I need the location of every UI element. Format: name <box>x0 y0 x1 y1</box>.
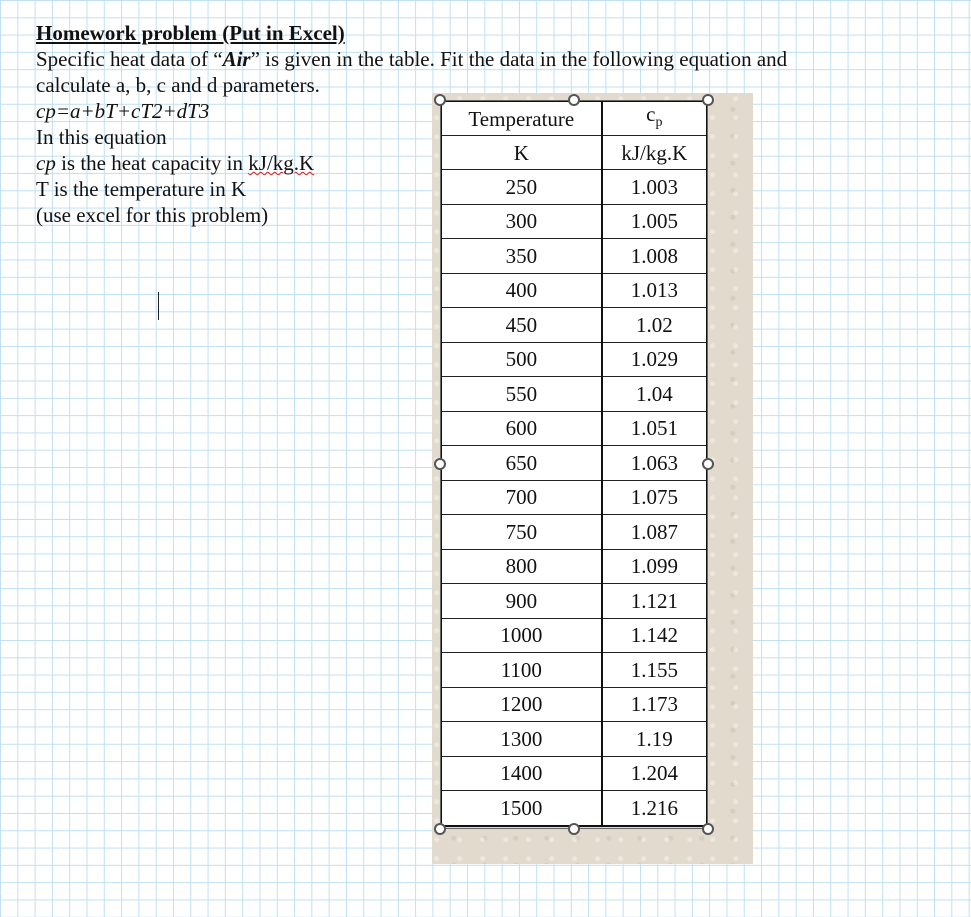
temperature-cell: 650 <box>441 446 602 481</box>
problem-title: Homework problem (Put in Excel) <box>36 21 345 45</box>
table-row <box>441 756 707 791</box>
resize-handle-bottom-middle[interactable] <box>568 823 580 835</box>
temperature-cell: 1400 <box>441 756 602 791</box>
table-row <box>441 342 707 377</box>
cp-cell: 1.013 <box>602 273 707 308</box>
table-row <box>441 653 707 688</box>
temperature-cell: 900 <box>441 584 602 619</box>
line5-mid: is the heat capacity in <box>55 151 249 175</box>
temperature-cell: 250 <box>441 170 602 205</box>
table-row <box>441 170 707 205</box>
cp-cell: 1.051 <box>602 411 707 446</box>
temperature-cell: 450 <box>441 308 602 343</box>
equation: cp=a+bT+cT2+dT3 <box>36 99 210 123</box>
cp-cell: 1.063 <box>602 446 707 481</box>
header-cp-sub: p <box>655 115 663 131</box>
temperature-cell: 800 <box>441 549 602 584</box>
table-row <box>441 204 707 239</box>
table-row <box>441 308 707 343</box>
table-row <box>441 480 707 515</box>
cp-cell: 1.003 <box>602 170 707 205</box>
resize-handle-top-right[interactable] <box>702 94 714 106</box>
unit-text: kJ/kg.K <box>248 151 315 175</box>
header-cp-main: c <box>646 101 656 126</box>
cp-cell: 1.008 <box>602 239 707 274</box>
line1-post: ” is given in the table. Fit the data in the following equation and <box>250 47 788 71</box>
table-row <box>441 377 707 412</box>
temperature-cell: 1100 <box>441 653 602 688</box>
cp-cell: 1.216 <box>602 791 707 826</box>
problem-line-2: calculate a, b, c and d parameters. <box>36 73 320 97</box>
problem-line-7: (use excel for this problem) <box>36 203 269 227</box>
temperature-cell: 500 <box>441 342 602 377</box>
table-row <box>441 549 707 584</box>
table-header-row-1 <box>441 101 707 136</box>
specific-heat-table[interactable] <box>440 100 708 827</box>
cp-cell: 1.155 <box>602 653 707 688</box>
temperature-cell: 1200 <box>441 687 602 722</box>
cp-cell: 1.121 <box>602 584 707 619</box>
cp-cell: 1.142 <box>602 618 707 653</box>
resize-handle-bottom-right[interactable] <box>702 823 714 835</box>
table-row <box>441 411 707 446</box>
temperature-cell: 1000 <box>441 618 602 653</box>
resize-handle-top-left[interactable] <box>434 94 446 106</box>
resize-handle-bottom-left[interactable] <box>434 823 446 835</box>
header-temperature: Temperature <box>441 101 602 136</box>
problem-line-1 <box>36 46 936 72</box>
header-cp-unit: kJ/kg.K <box>602 136 707 170</box>
header-temperature-unit: K <box>441 136 602 170</box>
line1-pre: Specific heat data of “ <box>36 47 223 71</box>
cp-cell: 1.173 <box>602 687 707 722</box>
cp-cell: 1.029 <box>602 342 707 377</box>
temperature-cell: 1500 <box>441 791 602 826</box>
table-row <box>441 515 707 550</box>
problem-line-6: T is the temperature in K <box>36 177 247 201</box>
temperature-cell: 400 <box>441 273 602 308</box>
table-row <box>441 584 707 619</box>
cp-symbol: cp <box>36 151 56 175</box>
cp-cell: 1.04 <box>602 377 707 412</box>
resize-handle-top-middle[interactable] <box>568 94 580 106</box>
cp-cell: 1.204 <box>602 756 707 791</box>
temperature-cell: 350 <box>441 239 602 274</box>
cp-cell: 1.005 <box>602 204 707 239</box>
cp-cell: 1.099 <box>602 549 707 584</box>
table-row <box>441 791 707 826</box>
resize-handle-middle-left[interactable] <box>434 458 446 470</box>
table-row <box>441 446 707 481</box>
header-cp <box>602 101 707 136</box>
problem-line-4: In this equation <box>36 125 167 149</box>
table-row <box>441 687 707 722</box>
air-word: Air <box>222 47 251 71</box>
temperature-cell: 700 <box>441 480 602 515</box>
table-row <box>441 273 707 308</box>
table-header-row-2 <box>441 136 707 170</box>
temperature-cell: 600 <box>441 411 602 446</box>
table-row <box>441 239 707 274</box>
text-cursor <box>158 292 159 320</box>
cp-cell: 1.19 <box>602 722 707 757</box>
cp-cell: 1.075 <box>602 480 707 515</box>
table-row <box>441 618 707 653</box>
temperature-cell: 750 <box>441 515 602 550</box>
resize-handle-middle-right[interactable] <box>702 458 714 470</box>
cp-cell: 1.02 <box>602 308 707 343</box>
temperature-cell: 300 <box>441 204 602 239</box>
cp-cell: 1.087 <box>602 515 707 550</box>
temperature-cell: 550 <box>441 377 602 412</box>
table-row <box>441 722 707 757</box>
temperature-cell: 1300 <box>441 722 602 757</box>
